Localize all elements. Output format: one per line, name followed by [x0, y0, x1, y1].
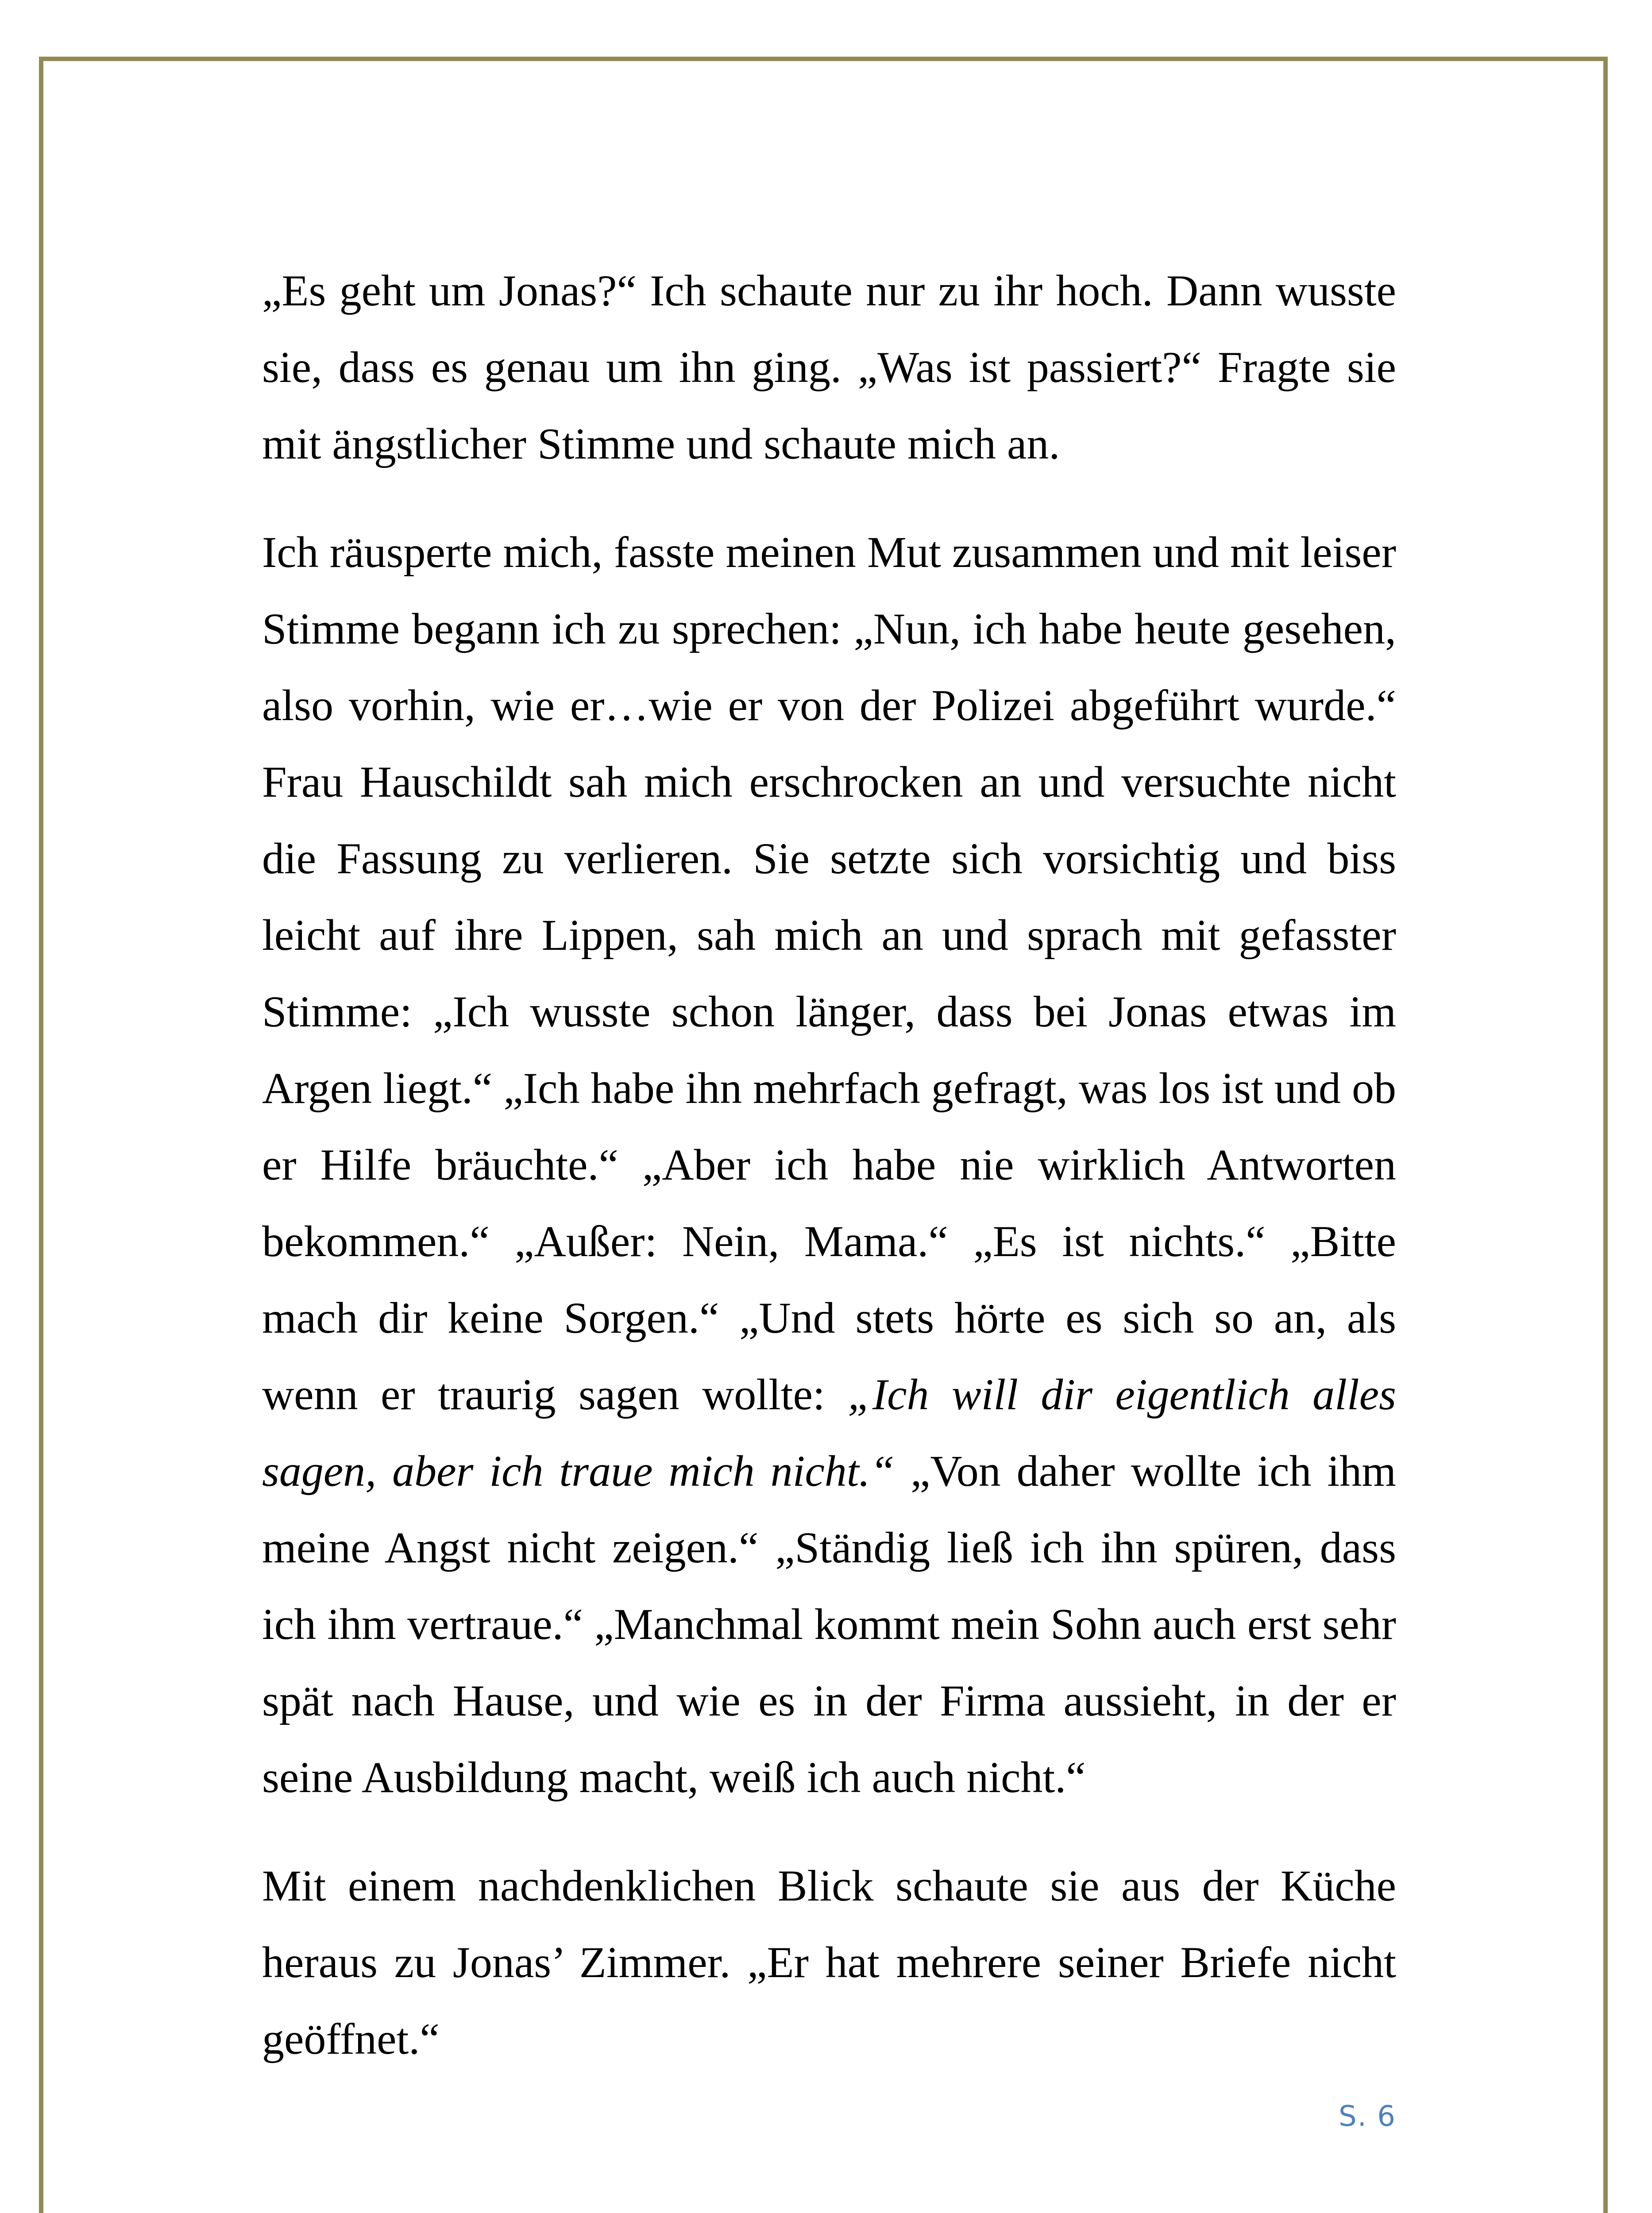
italic-quote: „Ich will dir eigentlich alles sagen, aber ich traue mich nicht.“	[262, 1370, 1397, 1496]
paragraph-text: „Von daher wollte ich ihm meine Angst nicht zeigen.“ „Ständig ließ ich ihn spüren, dass ich ihm vertraue.“ „Manchmal kommt mein Sohn auch erst sehr spät nach Hause, und wie es in der Firma aussieht, in der er seine Ausbildung macht, weiß ich auch nicht.“	[262, 1446, 1396, 1802]
page-number: S. 6	[1338, 2100, 1396, 2133]
paragraph-1	[262, 252, 1396, 482]
paragraph-text: Mit einem nachdenklichen Blick schaute sie aus der Küche heraus zu Jonas’ Zimmer. „Er hat mehrere seiner Briefe nicht geöffnet.“	[262, 1861, 1396, 2063]
paragraph-text: Ich räusperte mich, fasste meinen Mut zusammen und mit leiser Stimme begann ich zu sprechen: „Nun, ich habe heute gesehen, also vorhin, wie er…wie er von der Polizei abgeführt wurde.“ Frau Hauschildt sah mich erschrocken an und versuchte nicht die Fassung zu verlieren. Sie setzte sich vorsichtig und biss leicht auf ihre Lippen, sah mich an und sprach mit gefasster Stimme: „Ich wusste schon länger, dass bei Jonas etwas im Argen liegt.“ „Ich habe ihn mehrfach gefragt, was los ist und ob er Hilfe bräuchte.“ „Aber ich habe nie wirklich Antworten bekommen.“ „Außer: Nein, Mama.“ „Es ist nichts.“ „Bitte mach dir keine Sorgen.“ „Und stets hörte es sich so an, als wenn er traurig sagen wollte:	[262, 528, 1396, 1419]
body-text	[262, 252, 1396, 2077]
paragraph-3	[262, 1847, 1396, 2077]
paragraph-2	[262, 514, 1396, 1816]
paragraph-text: „Es geht um Jonas?“ Ich schaute nur zu ihr hoch. Dann wusste sie, dass es genau um ihn ging. „Was ist passiert?“ Fragte sie mit ängstlicher Stimme und schaute mich an.	[262, 266, 1396, 468]
